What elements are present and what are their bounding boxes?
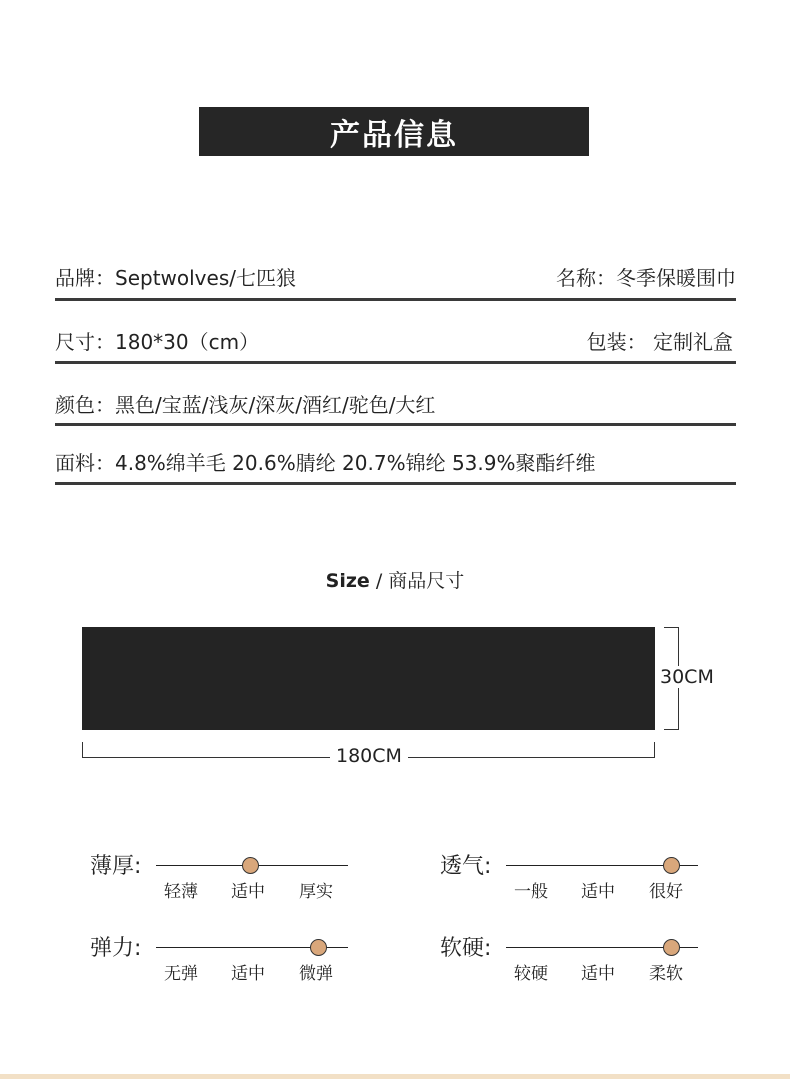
- meter-knob: [663, 939, 680, 956]
- product-name-text: 名称：冬季保暖围巾: [556, 265, 736, 290]
- divider: [55, 361, 736, 364]
- thickness-meter: [90, 855, 390, 915]
- scarf-illustration: [82, 627, 655, 730]
- section-title: 产品信息: [199, 107, 589, 156]
- meter-label: 软硬:: [440, 936, 492, 961]
- softness-meter: [440, 937, 740, 997]
- info-row-material: [55, 443, 736, 479]
- meter-tick: 无弹: [164, 964, 198, 984]
- size-heading-bold: Size: [325, 570, 370, 592]
- size-text: 尺寸：180*30（cm）: [55, 329, 260, 354]
- meter-tick: 柔软: [649, 964, 683, 984]
- package-text: 包装： 定制礼盒: [586, 329, 733, 354]
- divider: [55, 423, 736, 426]
- meter-label: 薄厚:: [90, 854, 142, 879]
- info-row-colors: [55, 385, 736, 421]
- info-row-size: [55, 322, 736, 358]
- footer-strip: [0, 1074, 790, 1079]
- meter-tick: 适中: [581, 882, 615, 902]
- meter-tick: 较硬: [514, 964, 548, 984]
- divider: [55, 298, 736, 301]
- size-heading-rest: / 商品尺寸: [369, 570, 465, 592]
- material-text: 面料：4.8%绵羊毛 20.6%腈纶 20.7%锦纶 53.9%聚酯纤维: [55, 450, 596, 475]
- meter-tick: 适中: [581, 964, 615, 984]
- meter-tick: 厚实: [299, 882, 333, 902]
- divider: [55, 482, 736, 485]
- colors-text: 颜色：黑色/宝蓝/浅灰/深灰/酒红/驼色/大红: [55, 392, 436, 417]
- meter-tick: 适中: [231, 964, 265, 984]
- meter-knob: [310, 939, 327, 956]
- elasticity-meter: [90, 937, 390, 997]
- size-heading: [0, 566, 790, 593]
- meter-knob: [663, 857, 680, 874]
- meter-tick: 适中: [231, 882, 265, 902]
- meter-label: 弹力:: [90, 936, 142, 961]
- breathability-meter: [440, 855, 740, 915]
- meter-label: 透气:: [440, 854, 492, 879]
- info-row-brand: [55, 258, 736, 294]
- width-dimension-label: 180CM: [330, 745, 408, 767]
- meter-tick: 轻薄: [164, 882, 198, 902]
- meter-tick: 一般: [514, 882, 548, 902]
- height-dimension-label: 30CM: [660, 666, 714, 688]
- meter-tick: 微弹: [299, 964, 333, 984]
- meter-knob: [242, 857, 259, 874]
- meter-tick: 很好: [649, 882, 683, 902]
- brand-text: 品牌：Septwolves/七匹狼: [55, 265, 296, 290]
